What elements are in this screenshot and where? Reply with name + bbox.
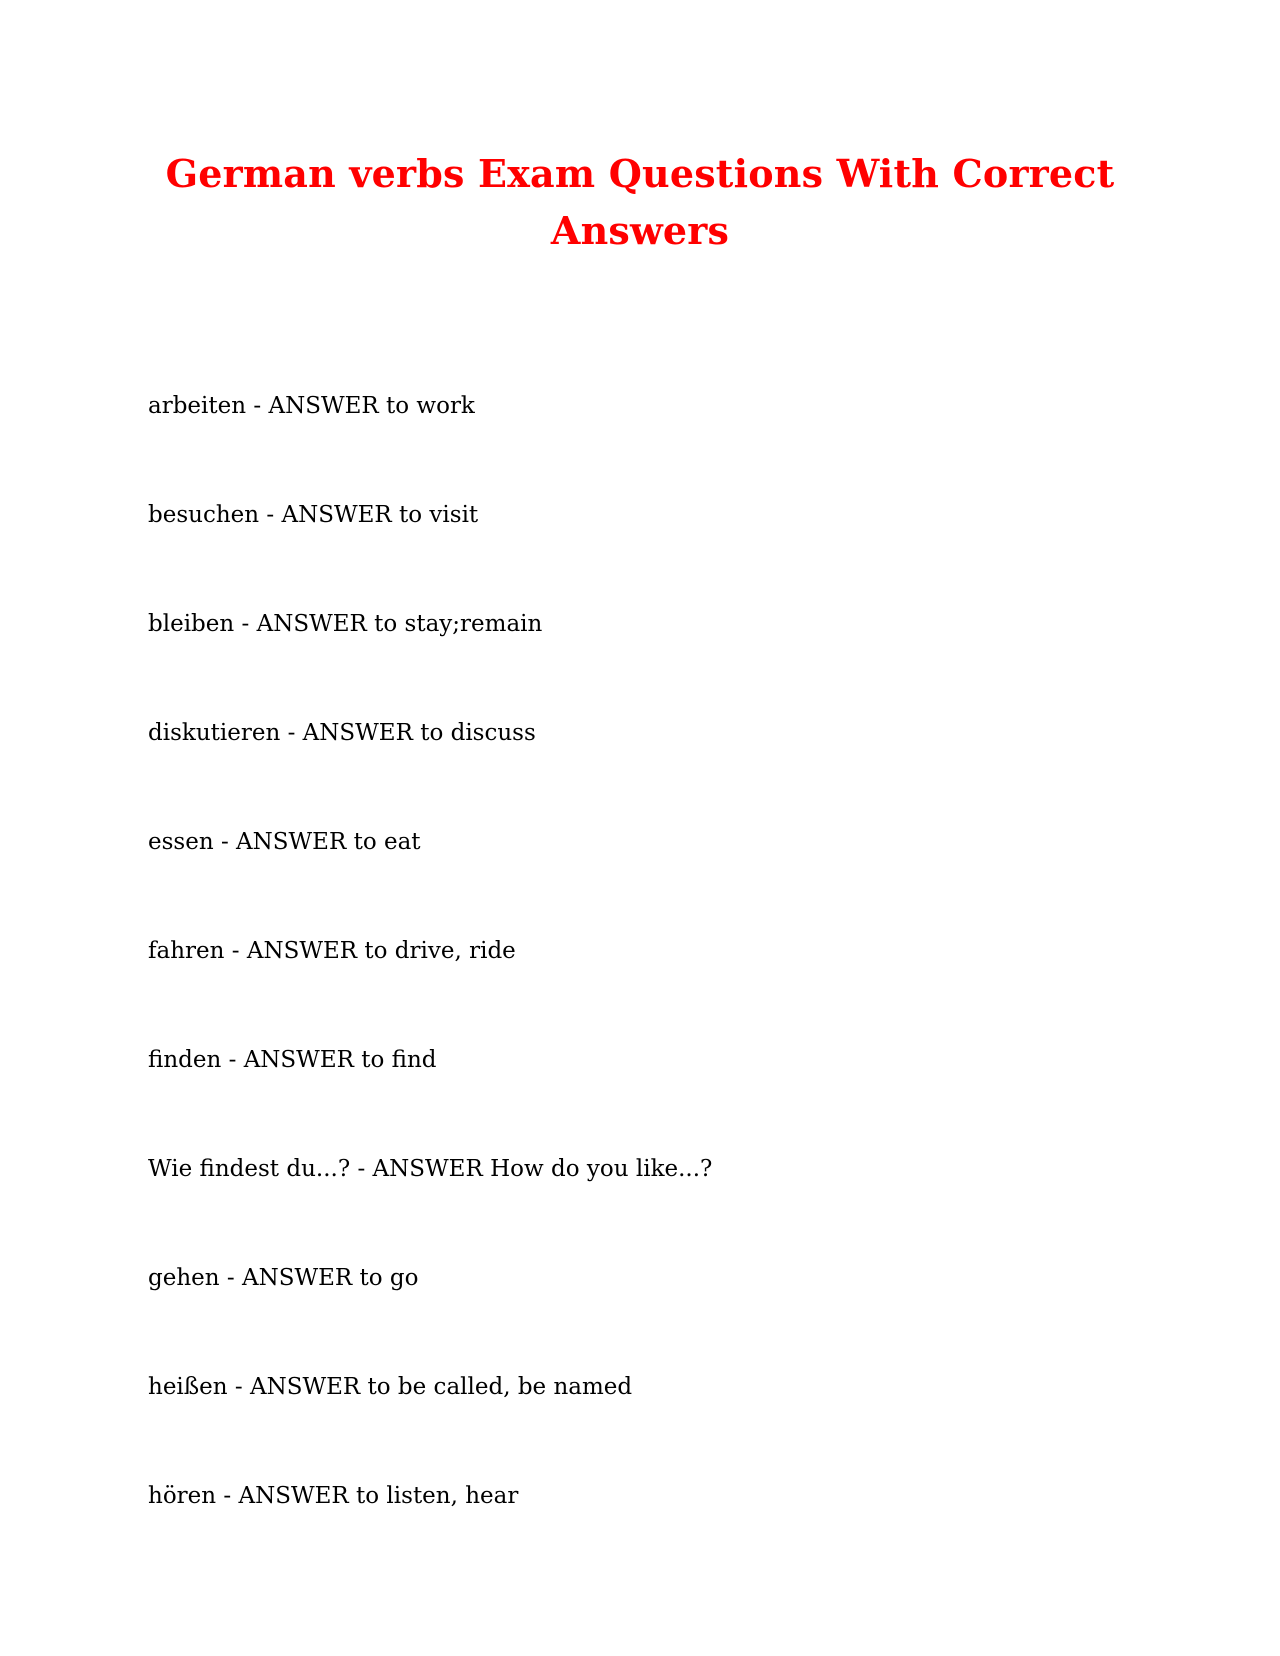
question-answer-list	[148, 384, 712, 1583]
qa-item: Wie findest du...? - ANSWER How do you like...?	[148, 1156, 713, 1182]
qa-item: arbeiten - ANSWER to work	[148, 393, 475, 419]
qa-item: essen - ANSWER to eat	[148, 829, 421, 855]
qa-item: finden - ANSWER to find	[148, 1047, 437, 1073]
qa-item: fahren - ANSWER to drive, ride	[148, 938, 516, 964]
qa-item: diskutieren - ANSWER to discuss	[148, 720, 536, 746]
document-title: German verbs Exam Questions With Correct Answers	[165, 151, 1115, 253]
qa-item: bleiben - ANSWER to stay;remain	[148, 611, 543, 637]
qa-item: gehen - ANSWER to go	[148, 1265, 419, 1291]
qa-item: hören - ANSWER to listen, hear	[148, 1483, 519, 1509]
qa-item: heißen - ANSWER to be called, be named	[148, 1374, 633, 1400]
qa-item: besuchen - ANSWER to visit	[148, 502, 479, 528]
